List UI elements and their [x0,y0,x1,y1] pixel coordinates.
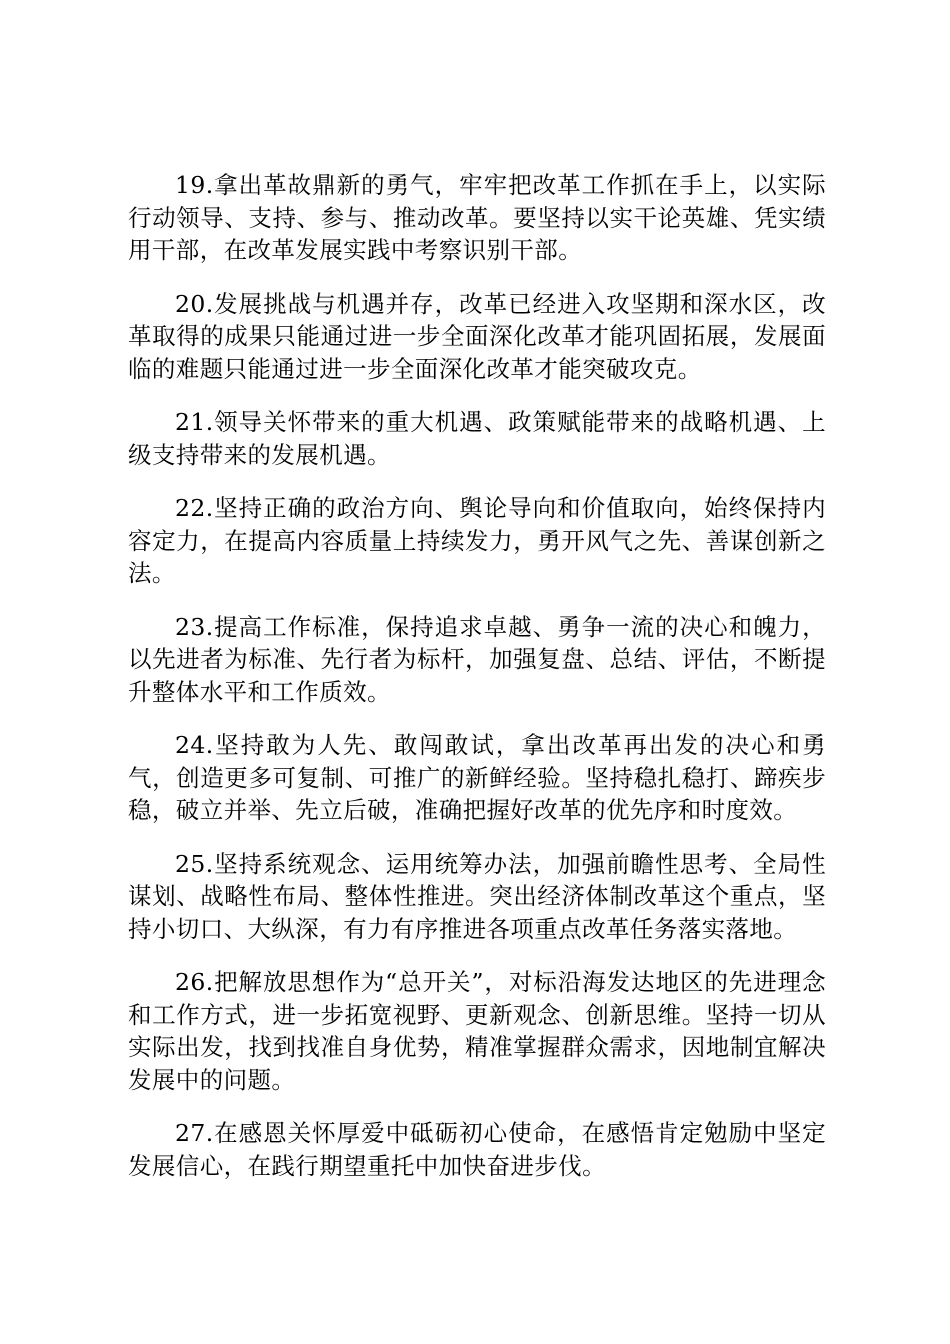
paragraph-23: 23.提高工作标准，保持追求卓越、勇争一流的决心和魄力，以先进者为标准、先行者为标杆，加强复盘、总结、评估，不断提升整体水平和工作质效。 [128,612,826,706]
paragraph-19: 19.拿出革故鼎新的勇气，牢牢把改革工作抓在手上，以实际行动领导、支持、参与、推动改革。要坚持以实干论英雄、凭实绩用干部，在改革发展实践中考察识别干部。 [128,171,826,264]
paragraph-26: 26.把解放思想作为“总开关”，对标沿海发达地区的先进理念和工作方式，进一步拓宽视野、更新观念、创新思维。坚持一切从实际出发，找到找准自身优势，精准掌握群众需求，因地制宜解决发展中的问题。 [128,968,826,1094]
paragraph-24: 24.坚持敢为人先、敢闯敢试，拿出改革再出发的决心和勇气，创造更多可复制、可推广的新鲜经验。坚持稳扎稳打、蹄疾步稳，破立并举、先立后破，准确把握好改革的优先序和时度效。 [128,731,826,824]
document-body [128,169,826,1203]
paragraph-25: 25.坚持系统观念、运用统筹办法，加强前瞻性思考、全局性谋划、战略性布局、整体性推进。突出经济体制改革这个重点，坚持小切口、大纵深，有力有序推进各项重点改革任务落实落地。 [128,849,826,943]
paragraph-21: 21.领导关怀带来的重大机遇、政策赋能带来的战略机遇、上级支持带来的发展机遇。 [128,408,826,469]
paragraph-20: 20.发展挑战与机遇并存，改革已经进入攻坚期和深水区，改革取得的成果只能通过进一步全面深化改革才能巩固拓展，发展面临的难题只能通过进一步全面深化改革才能突破攻克。 [128,289,826,383]
paragraph-27: 27.在感恩关怀厚爱中砥砺初心使命，在感悟肯定勉励中坚定发展信心，在践行期望重托中加快奋进步伐。 [128,1119,826,1180]
paragraph-22: 22.坚持正确的政治方向、舆论导向和价值取向，始终保持内容定力，在提高内容质量上持续发力，勇开风气之先、善谋创新之法。 [128,494,826,587]
